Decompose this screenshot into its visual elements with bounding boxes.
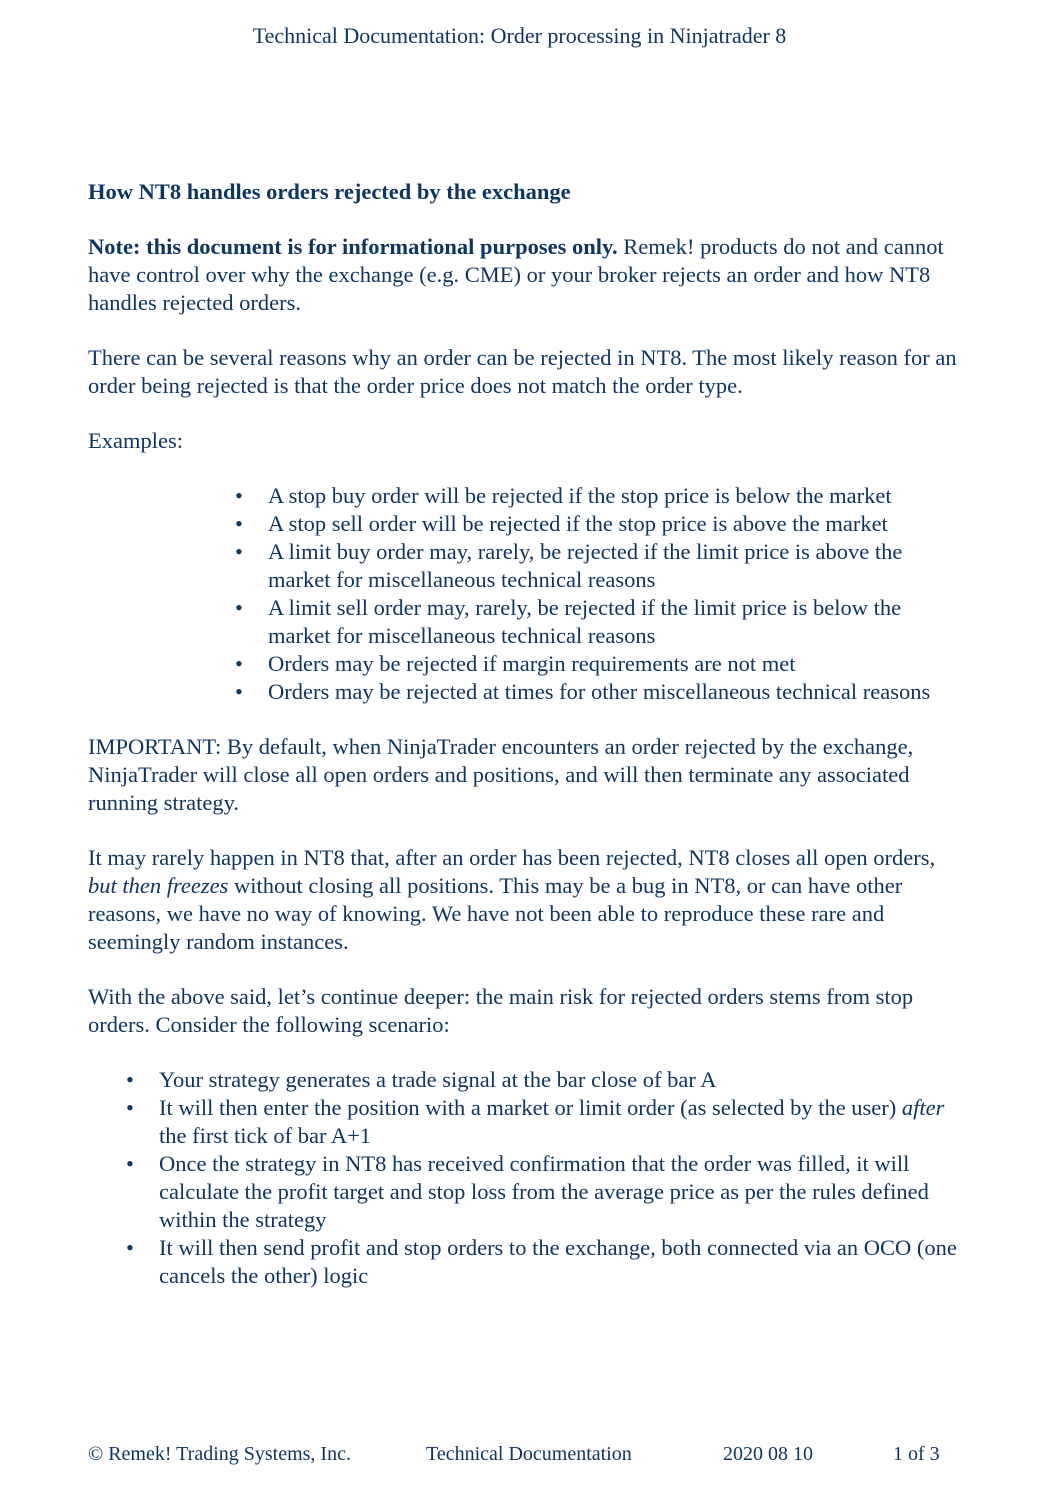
deeper-paragraph: With the above said, let’s continue deeper: the main risk for rejected orders stems from stop orders. Consider the following scenario: bbox=[88, 984, 914, 1037]
emphasis-text: but then freezes bbox=[88, 873, 229, 898]
bullet-icon: • bbox=[235, 483, 243, 508]
list-item: • A stop buy order will be rejected if the stop price is below the market bbox=[235, 483, 892, 508]
list-item: • Your strategy generates a trade signal at the bar close of bar A bbox=[126, 1067, 717, 1092]
examples-list bbox=[88, 482, 958, 706]
page-footer bbox=[0, 1440, 1039, 1470]
footer-page-number: 1 of 3 bbox=[893, 1443, 940, 1465]
footer-date: 2020 08 10 bbox=[723, 1443, 813, 1465]
list-item: • Once the strategy in NT8 has received confirmation that the order was filled, it will calculate the profit target and stop loss from the average price as per the rules defined within the strategy bbox=[126, 1151, 929, 1232]
footer-doc-type: Technical Documentation bbox=[426, 1443, 632, 1465]
page-header bbox=[0, 22, 1039, 50]
emphasis-text: after bbox=[901, 1095, 945, 1120]
list-item: • It will then enter the position with a market or limit order (as selected by the user) after the first tick of bar A+1 bbox=[126, 1095, 945, 1148]
list-item: • A limit sell order may, rarely, be rejected if the limit price is below the market for miscellaneous technical reasons bbox=[235, 595, 902, 648]
reasons-paragraph: There can be several reasons why an order can be rejected in NT8. The most likely reason for an order being rejected is that the order price does not match the order type. bbox=[88, 345, 957, 398]
list-item: • It will then send profit and stop orders to the exchange, both connected via an OCO (one cancels the other) logic bbox=[126, 1235, 957, 1288]
disclaimer-text: Remek! products do not and cannot have control over why the exchange (e.g. CME) or your broker rejects an order and how NT8 handles rejected orders. bbox=[88, 234, 944, 315]
document-body bbox=[88, 178, 958, 1290]
footer-copyright: © Remek! Trading Systems, Inc. bbox=[88, 1443, 351, 1465]
bullet-icon: • bbox=[126, 1151, 134, 1176]
bullet-icon: • bbox=[126, 1067, 134, 1092]
bullet-icon: • bbox=[235, 511, 243, 536]
bullet-icon: • bbox=[235, 595, 243, 620]
disclaimer-bold: Note: this document is for informational purposes only. bbox=[88, 234, 618, 259]
list-item: • A limit buy order may, rarely, be rejected if the limit price is above the market for miscellaneous technical reasons bbox=[235, 539, 903, 592]
bullet-icon: • bbox=[126, 1095, 134, 1120]
bullet-icon: • bbox=[235, 651, 243, 676]
important-paragraph: IMPORTANT: By default, when NinjaTrader encounters an order rejected by the exchange, NinjaTrader will close all open orders and positions, and will then terminate any associated running strategy. bbox=[88, 734, 914, 815]
disclaimer-paragraph bbox=[88, 233, 958, 317]
document-title: Technical Documentation: Order processing in Ninjatrader 8 bbox=[252, 23, 787, 48]
list-item: • Orders may be rejected if margin requirements are not met bbox=[235, 651, 796, 676]
bullet-icon: • bbox=[126, 1235, 134, 1260]
list-item: • Orders may be rejected at times for other miscellaneous technical reasons bbox=[235, 679, 931, 704]
list-item: • A stop sell order will be rejected if the stop price is above the market bbox=[235, 511, 888, 536]
bullet-icon: • bbox=[235, 679, 243, 704]
scenario-list bbox=[88, 1066, 958, 1290]
examples-label: Examples: bbox=[88, 428, 183, 453]
freeze-paragraph: It may rarely happen in NT8 that, after an order has been rejected, NT8 closes all open orders, but then freezes without closing all positions. This may be a bug in NT8, or can have other reasons, we have no way of knowing. We have not been able to reproduce these rare and seemingly random instances. bbox=[88, 845, 936, 954]
bullet-icon: • bbox=[235, 539, 243, 564]
section-heading: How NT8 handles orders rejected by the exchange bbox=[88, 179, 571, 204]
